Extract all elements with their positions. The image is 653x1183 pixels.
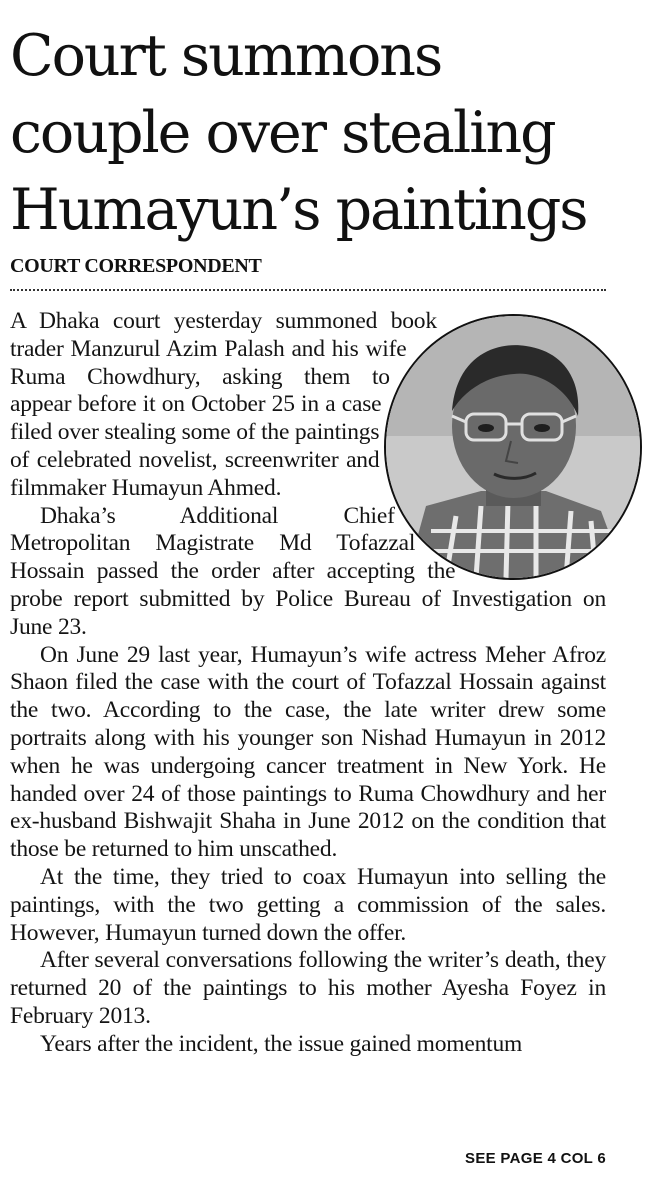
article-paragraph: A Dhaka court yesterday summoned book trader Manzurul Azim Palash and his wife Ruma Chowdhury, asking them to appear before it on October 25 in a case filed over stealing some of the paintings of celebrated novelist, screenwriter and filmmaker Humayun Ahmed.: [10, 308, 437, 501]
headline-line: Court summons: [10, 23, 442, 89]
article-paragraph: On June 29 last year, Humayun’s wife actress Meher Afroz Shaon filed the case with the court of Tofazzal Hossain against the two. According to the case, the late writer drew some portraits along with his younger son Nishad Humayun in 2012 when he was undergoing cancer treatment in New York. He handed over 24 of those paintings to Ruma Chowdhury and her ex-husband Bishwajit Shaha in June 2012 on the condition that those be returned to him unscathed.: [10, 641, 606, 863]
article-paragraph: At the time, they tried to coax Humayun into selling the paintings, with the two getting a commission of the sales. However, Humayun turned down the offer.: [10, 863, 606, 946]
article-paragraph: After several conversations following the writer’s death, they returned 20 of the paintings to his mother Ayesha Foyez in February 2013.: [10, 947, 606, 1029]
headline: [10, 18, 650, 249]
headline-line: Humayun’s paintings: [10, 177, 587, 243]
byline: COURT CORRESPONDENT: [10, 255, 262, 277]
article-paragraph: Years after the incident, the issue gained momentum: [40, 1030, 523, 1057]
article-body: [10, 308, 606, 1059]
dotted-divider: [10, 289, 606, 291]
continued-on-page-note: SEE PAGE 4 COL 6: [465, 1150, 606, 1167]
headline-line: couple over stealing: [10, 100, 555, 166]
article-paragraph: Dhaka’s Additional Chief Metropolitan Magistrate Md Tofazzal Hossain passed the order after accepting the probe report submitted by Police Bureau of Investigation on June 23.: [10, 502, 606, 640]
